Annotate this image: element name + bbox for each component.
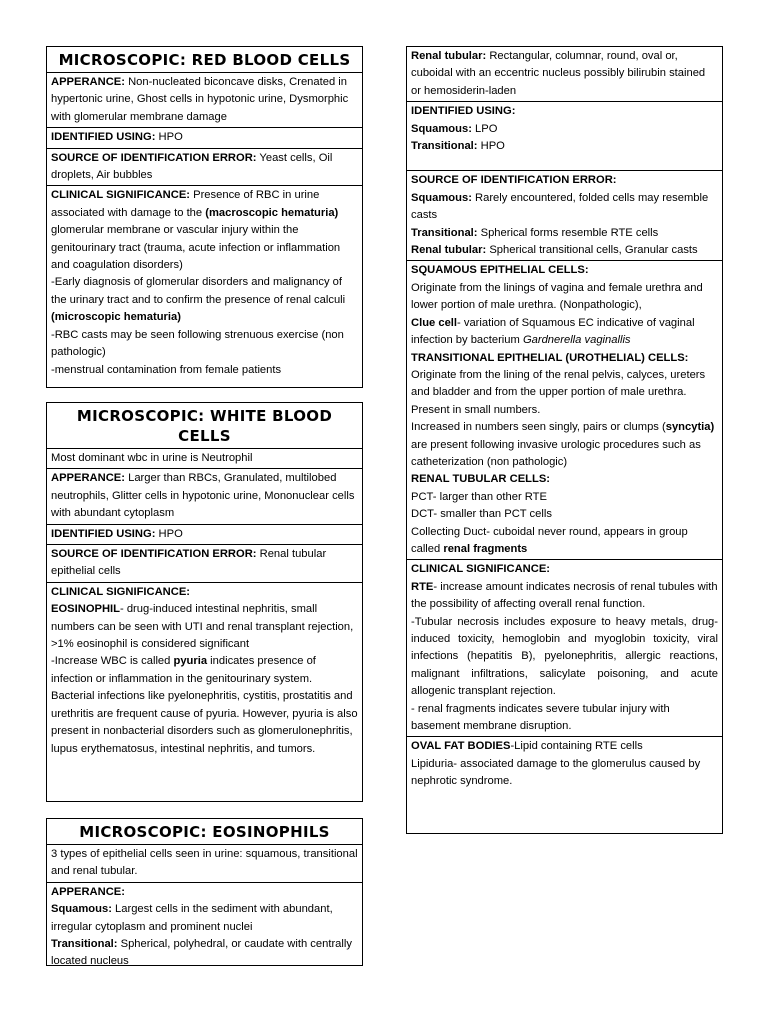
rtc-dct: DCT- smaller than PCT cells: [411, 508, 552, 521]
rbc-error: [47, 149, 362, 187]
sec-label: SQUAMOUS EPITHELIAL CELLS:: [411, 264, 589, 277]
eos-squamous-text: Largest cells in the sediment with abundant, irregular cytoplasm and prominent nuclei: [51, 903, 333, 933]
wbc-section: [46, 402, 363, 802]
wbc-eos-label: EOSINOPHIL: [51, 603, 120, 616]
tec-text-2a: Increased in numbers seen singly, pairs or clumps (: [411, 421, 666, 434]
eos-transitional-text: Spherical, polyhedral, or caudate with centrally located nucleus: [51, 938, 352, 968]
rbc-section: [46, 46, 363, 388]
epi-error-label: SOURCE OF IDENTIFICATION ERROR:: [411, 174, 617, 187]
epi-clinical-label: CLINICAL SIGNIFICANCE:: [411, 563, 551, 576]
epi-err-transitional-text: Spherical forms resemble RTE cells: [477, 226, 659, 239]
rbc-clinical-label: CLINICAL SIGNIFICANCE:: [51, 189, 191, 202]
wbc-appearance-label: APPERANCE:: [51, 472, 125, 485]
rbc-clinical: [47, 186, 362, 379]
rtc-pct: PCT- larger than other RTE: [411, 490, 547, 503]
wbc-appearance-text: Larger than RBCs, Granulated, multilobed neutrophils, Glitter cells in hypotonic urine, Mononuclear cells with abundant cytoplasm: [51, 472, 355, 520]
ofb-label: OVAL FAT BODIES: [411, 740, 511, 753]
rbc-clinical-text-4: -RBC casts may be seen following strenuous exercise (non pathologic): [51, 328, 344, 359]
rbc-identified-label: IDENTIFIED USING:: [51, 131, 156, 144]
tec-bold: syncytia): [665, 421, 715, 434]
wbc-pyuria-bold: pyuria: [173, 655, 208, 668]
wbc-appearance: [47, 469, 362, 524]
epi-identified-label: IDENTIFIED USING:: [411, 105, 516, 118]
rbc-appearance: [47, 73, 362, 128]
lipiduria-text: Lipiduria- associated damage to the glomerulus caused by nephrotic syndrome.: [411, 757, 701, 788]
rtc-label: RENAL TUBULAR CELLS:: [411, 473, 551, 486]
rbc-error-label: SOURCE OF IDENTIFICATION ERROR:: [51, 151, 257, 164]
rbc-clinical-text-1: Presence of RBC in urine associated with damage to the: [51, 189, 320, 219]
epi-error: [407, 171, 722, 261]
eos-appearance: [47, 883, 362, 972]
rbc-clinical-bold-1: (macroscopic hematuria): [205, 206, 339, 219]
epi-id-transitional-text: HPO: [477, 140, 505, 153]
rbc-clinical-text-5: -menstrual contamination from female patients: [51, 363, 282, 376]
spacer: [411, 155, 718, 169]
rbc-appearance-label: APPERANCE:: [51, 76, 125, 88]
eos-title: MICROSCOPIC: EOSINOPHILS: [47, 819, 362, 845]
epi-id-squamous-text: LPO: [471, 122, 498, 135]
wbc-error: [47, 545, 362, 583]
wbc-pyuria-text-2: indicates presence of infection or inflammation in the genitourinary system. Bacterial infections like pyelonephritis, cystitis, prostatitis and urethritis are frequent cause of pyuria. However, pyuria is also present in nonbacterial disorders such as glomerulonephritis, lupus erythematosus, intestinal nephritis, and tumors.: [51, 655, 358, 755]
rbc-error-text: Yeast cells, Oil droplets, Air bubbles: [51, 151, 333, 182]
wbc-identified: [47, 525, 362, 545]
wbc-identified-label: IDENTIFIED USING:: [51, 527, 156, 540]
tec-text-2b: are present following invasive urologic procedures such as catheterization (non pathologic): [411, 438, 701, 468]
epi-err-renal-label: Renal tubular:: [411, 244, 487, 257]
clue-label: Clue cell: [411, 316, 458, 329]
rte-label: RTE: [411, 580, 434, 593]
renal-tubular-appearance: [407, 47, 722, 102]
epi-err-transitional-label: Transitional:: [411, 226, 478, 239]
rbc-appearance-text: Non-nucleated biconcave disks, Crenated in hypertonic urine, Ghost cells in hypotonic urine, Dysmorphic with glomerular membrane damage: [51, 76, 349, 123]
rbc-title: MICROSCOPIC: RED BLOOD CELLS: [47, 47, 362, 73]
rbc-clinical-bold-2: (microscopic hematuria): [51, 311, 181, 324]
wbc-error-label: SOURCE OF IDENTIFICATION ERROR:: [51, 548, 257, 561]
epi-id-squamous-label: Squamous:: [411, 122, 472, 135]
epi-clinical: [407, 560, 722, 737]
ofb-text: -Lipid containing RTE cells: [510, 740, 643, 753]
epi-id-transitional-label: Transitional:: [411, 140, 478, 153]
rte-text: - increase amount indicates necrosis of renal tubules with the possibility of affecting overall renal function.: [411, 580, 718, 611]
renal-tubular-label: Renal tubular:: [411, 50, 487, 62]
tec-label: TRANSITIONAL EPITHELIAL (UROTHELIAL) CELLS:: [411, 351, 689, 364]
necrosis-text: -Tubular necrosis includes exposure to heavy metals, drug-induced toxicity, hemoglobin and myoglobin toxicity, viral infections (hepatitis B), pyelonephritis, allergic reactions, malignant infiltrations, salicylate poisoning, and acute allogenic transplant rejection.: [411, 615, 718, 698]
clue-text: - variation of Squamous EC indicative of vaginal infection by bacterium: [411, 316, 695, 347]
epi-ofb: [407, 737, 722, 791]
clue-italic: Gardnerella vaginallis: [522, 334, 631, 347]
eos-appearance-label: APPERANCE:: [51, 885, 125, 898]
eos-transitional-label: Transitional:: [51, 938, 118, 951]
epi-err-squamous-text: Rarely encountered, folded cells may resemble casts: [411, 191, 709, 222]
wbc-identified-text: HPO: [155, 527, 183, 540]
rtc-cd-bold: renal fragments: [443, 542, 528, 555]
wbc-pyuria-text-1: -Increase WBC is called: [51, 655, 174, 668]
epi-identified: [407, 102, 722, 171]
eos-section: [46, 818, 363, 966]
epi-err-squamous-label: Squamous:: [411, 191, 472, 204]
wbc-intro: Most dominant wbc in urine is Neutrophil: [47, 449, 362, 469]
fragments-text: - renal fragments indicates severe tubular injury with basement membrane disruption.: [411, 702, 670, 733]
wbc-title: MICROSCOPIC: WHITE BLOOD CELLS: [47, 403, 362, 449]
rbc-clinical-text-2: glomerular membrane or vascular injury within the genitourinary tract (trauma, acute infection or inflammation and coagulation disorders): [51, 224, 341, 272]
rbc-clinical-text-3: -Early diagnosis of glomerular disorders and malignancy of the urinary tract and to confirm the presence of renal calculi: [51, 276, 346, 306]
eos-squamous-label: Squamous:: [51, 903, 112, 916]
rbc-identified: [47, 128, 362, 148]
wbc-clinical-label: CLINICAL SIGNIFICANCE:: [51, 585, 191, 598]
epithelial-section: [406, 46, 723, 834]
renal-tubular-text: Rectangular, columnar, round, oval or, cuboidal with an eccentric nucleus possibly bilirubin stained or hemosiderin-laden: [411, 50, 706, 97]
sec-text: Originate from the linings of vagina and female urethra and lower portion of male urethra. (Nonpathologic),: [411, 281, 703, 312]
rbc-identified-text: HPO: [155, 131, 183, 144]
epi-err-renal-text: Spherical transitional cells, Granular casts: [486, 244, 698, 257]
epi-cell-types: [407, 261, 722, 560]
rtc-cd-text: Collecting Duct- cuboidal never round, appears in group called: [411, 525, 688, 555]
wbc-clinical: [47, 583, 362, 759]
wbc-error-text: Renal tubular epithelial cells: [51, 548, 327, 578]
tec-text: Originate from the lining of the renal pelvis, calyces, ureters and bladder and from the upper portion of male urethra. Present in small numbers.: [411, 368, 706, 416]
eos-intro: 3 types of epithelial cells seen in urine: squamous, transitional and renal tubular.: [47, 845, 362, 883]
wbc-eos-text: - drug-induced intestinal nephritis, small numbers can be seen with UTI and renal transplant rejection, >1% eosinophil is considered significant: [51, 603, 354, 651]
